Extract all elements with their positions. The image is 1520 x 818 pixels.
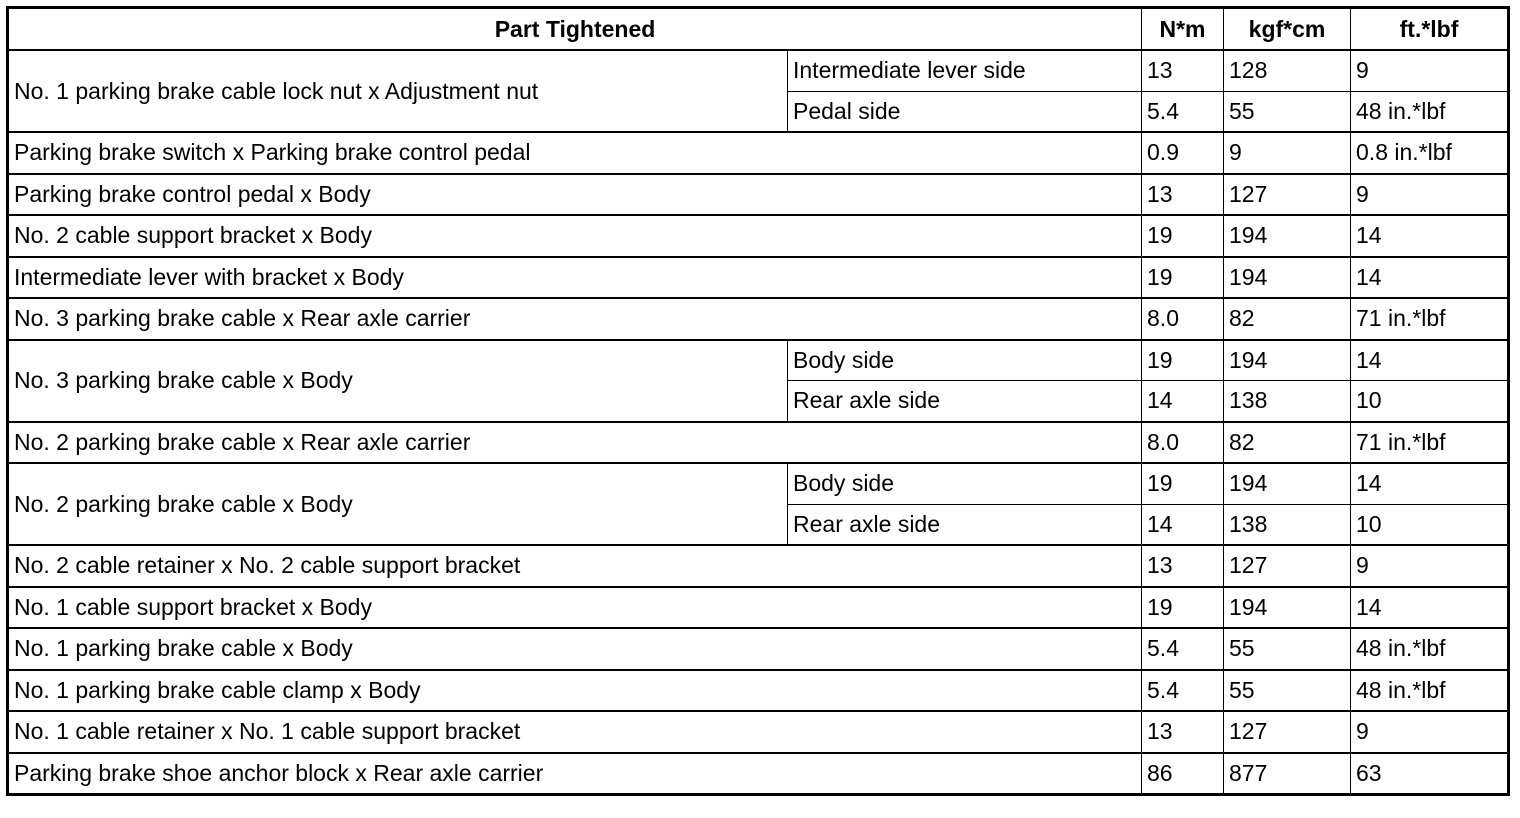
ftlbf-cell: 9 [1351,174,1509,216]
header-row [8,8,1509,51]
kgfcm-cell: 194 [1224,463,1351,504]
part-cell: No. 3 parking brake cable x Body [8,340,788,422]
side-cell: Intermediate lever side [788,50,1142,91]
nm-cell: 5.4 [1142,91,1224,132]
kgfcm-cell: 82 [1224,298,1351,340]
part-cell: No. 2 parking brake cable x Body [8,463,788,545]
nm-cell: 19 [1142,463,1224,504]
ftlbf-cell: 14 [1351,257,1509,299]
ftlbf-cell: 14 [1351,215,1509,257]
ftlbf-cell: 0.8 in.*lbf [1351,132,1509,174]
ftlbf-cell: 48 in.*lbf [1351,91,1509,132]
ftlbf-cell: 14 [1351,463,1509,504]
kgfcm-cell: 127 [1224,545,1351,587]
kgfcm-cell: 194 [1224,215,1351,257]
side-cell: Rear axle side [788,381,1142,422]
ftlbf-cell: 9 [1351,711,1509,753]
kgfcm-cell: 194 [1224,257,1351,299]
part-cell: No. 1 cable support bracket x Body [8,587,1142,629]
nm-cell: 13 [1142,711,1224,753]
ftlbf-cell: 71 in.*lbf [1351,298,1509,340]
part-cell: No. 2 parking brake cable x Rear axle carrier [8,422,1142,464]
nm-cell: 86 [1142,753,1224,795]
ftlbf-cell: 63 [1351,753,1509,795]
ftlbf-cell: 71 in.*lbf [1351,422,1509,464]
nm-cell: 13 [1142,174,1224,216]
kgfcm-cell: 55 [1224,628,1351,670]
nm-cell: 19 [1142,340,1224,381]
part-cell: No. 2 cable support bracket x Body [8,215,1142,257]
nm-cell: 13 [1142,545,1224,587]
part-cell: No. 1 cable retainer x No. 1 cable support bracket [8,711,1142,753]
kgfcm-cell: 138 [1224,504,1351,545]
table-row [8,711,1509,753]
kgfcm-cell: 128 [1224,50,1351,91]
table-row [8,545,1509,587]
table-row [8,257,1509,299]
part-cell: No. 3 parking brake cable x Rear axle carrier [8,298,1142,340]
part-cell: Parking brake control pedal x Body [8,174,1142,216]
torque-specification-table [6,6,1510,796]
ftlbf-cell: 14 [1351,587,1509,629]
part-cell: No. 2 cable retainer x No. 2 cable support bracket [8,545,1142,587]
nm-cell: 19 [1142,587,1224,629]
side-cell: Body side [788,340,1142,381]
ftlbf-cell: 48 in.*lbf [1351,670,1509,712]
nm-cell: 5.4 [1142,628,1224,670]
kgfcm-cell: 138 [1224,381,1351,422]
kgfcm-cell: 194 [1224,340,1351,381]
kgfcm-cell: 127 [1224,174,1351,216]
nm-cell: 0.9 [1142,132,1224,174]
nm-cell: 13 [1142,50,1224,91]
header-part-tightened: Part Tightened [8,8,1142,51]
part-cell: No. 1 parking brake cable clamp x Body [8,670,1142,712]
table-row [8,174,1509,216]
table-row [8,340,1509,381]
table-row [8,587,1509,629]
table-row [8,298,1509,340]
nm-cell: 8.0 [1142,298,1224,340]
kgfcm-cell: 82 [1224,422,1351,464]
part-cell: No. 1 parking brake cable lock nut x Adjustment nut [8,50,788,132]
table-row [8,50,1509,91]
nm-cell: 5.4 [1142,670,1224,712]
table-row [8,670,1509,712]
table-row [8,628,1509,670]
nm-cell: 19 [1142,215,1224,257]
ftlbf-cell: 14 [1351,340,1509,381]
table-body [8,50,1509,795]
table-row [8,132,1509,174]
ftlbf-cell: 48 in.*lbf [1351,628,1509,670]
side-cell: Pedal side [788,91,1142,132]
header-nm: N*m [1142,8,1224,51]
nm-cell: 8.0 [1142,422,1224,464]
part-cell: No. 1 parking brake cable x Body [8,628,1142,670]
ftlbf-cell: 10 [1351,381,1509,422]
nm-cell: 19 [1142,257,1224,299]
table-row [8,753,1509,795]
header-kgfcm: kgf*cm [1224,8,1351,51]
kgfcm-cell: 877 [1224,753,1351,795]
part-cell: Parking brake switch x Parking brake control pedal [8,132,1142,174]
kgfcm-cell: 55 [1224,670,1351,712]
nm-cell: 14 [1142,381,1224,422]
kgfcm-cell: 194 [1224,587,1351,629]
part-cell: Parking brake shoe anchor block x Rear axle carrier [8,753,1142,795]
table-row [8,215,1509,257]
header-ftlbf: ft.*lbf [1351,8,1509,51]
table-row [8,422,1509,464]
part-cell: Intermediate lever with bracket x Body [8,257,1142,299]
kgfcm-cell: 127 [1224,711,1351,753]
nm-cell: 14 [1142,504,1224,545]
kgfcm-cell: 9 [1224,132,1351,174]
side-cell: Rear axle side [788,504,1142,545]
table-row [8,463,1509,504]
ftlbf-cell: 9 [1351,50,1509,91]
ftlbf-cell: 9 [1351,545,1509,587]
ftlbf-cell: 10 [1351,504,1509,545]
kgfcm-cell: 55 [1224,91,1351,132]
side-cell: Body side [788,463,1142,504]
